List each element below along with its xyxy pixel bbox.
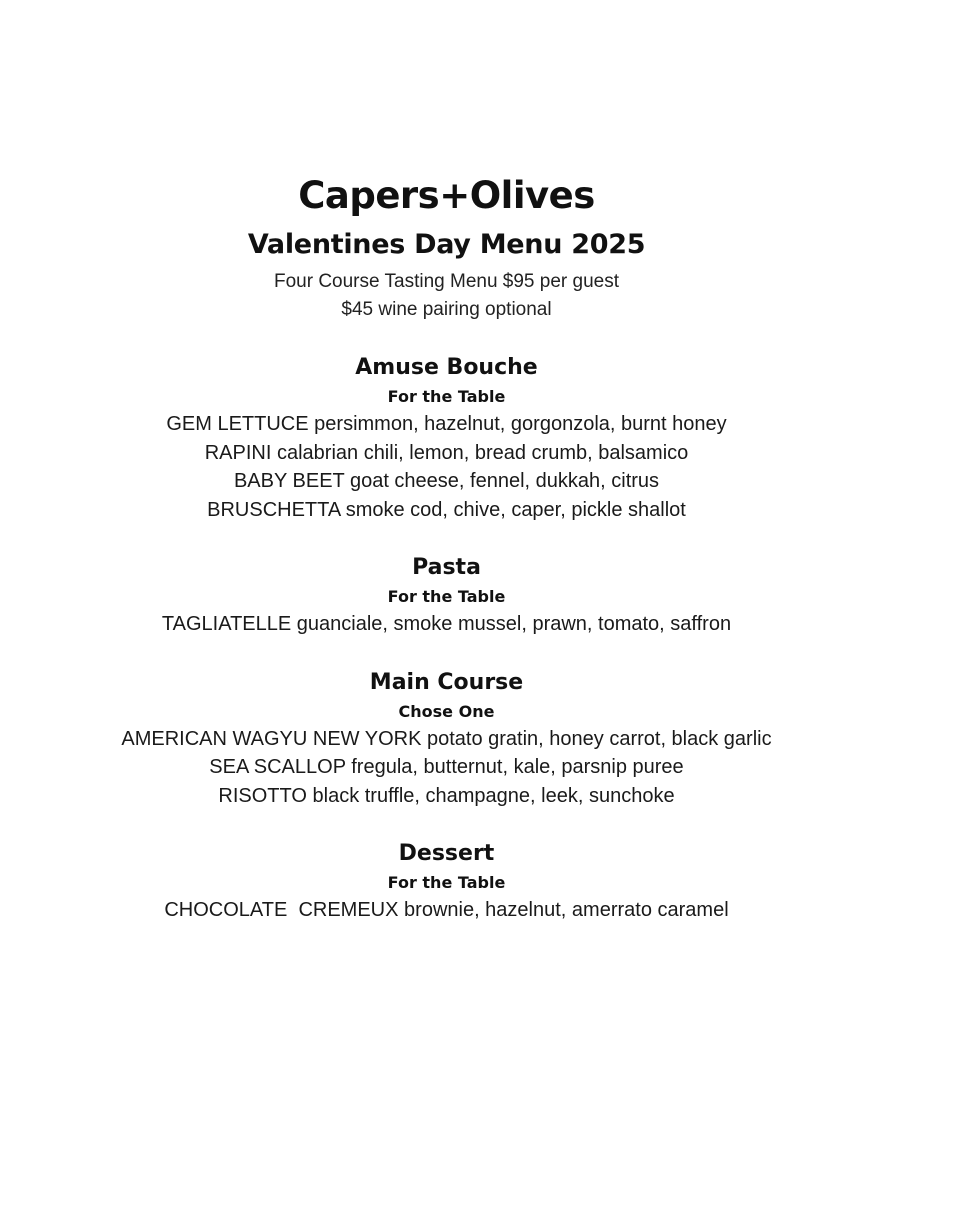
section-subtitle: For the Table: [387, 587, 506, 606]
dish-item: [0, 782, 893, 811]
dish-name: GEM LETTUCE: [166, 413, 309, 435]
dish-description: smoke cod, chive, caper, pickle shallot: [345, 498, 686, 521]
section-title: Amuse Bouche: [355, 355, 538, 380]
section-title: Dessert: [398, 841, 495, 866]
section-amuse-bouche: [0, 352, 893, 524]
dish-name: SEA SCALLOP: [209, 756, 346, 778]
section-subtitle: For the Table: [387, 387, 506, 406]
restaurant-name: Capers+Olives: [298, 174, 595, 217]
dish-item: [0, 725, 893, 754]
dish-description: persimmon, hazelnut, gorgonzola, burnt honey: [314, 413, 727, 435]
section-title: Pasta: [412, 555, 481, 580]
dish-item: [0, 410, 893, 439]
menu-title: Valentines Day Menu 2025: [247, 229, 646, 260]
dish-description: fregula, butternut, kale, parsnip puree: [351, 756, 684, 778]
dish-name: TAGLIATELLE: [161, 613, 292, 635]
dish-item: [0, 496, 893, 525]
dish-description: black truffle, champagne, leek, sunchoke: [312, 784, 675, 807]
dish-name: BABY BEET: [233, 470, 345, 492]
section-dessert: [0, 838, 893, 925]
dish-name: RAPINI: [204, 441, 272, 464]
dish-description: calabrian chili, lemon, bread crumb, balsamico: [276, 441, 689, 464]
dish-item: [0, 439, 893, 468]
section-main-course: [0, 667, 893, 811]
dish-name: RISOTTO: [218, 784, 307, 807]
section-pasta: [0, 552, 893, 639]
section-subtitle: For the Table: [387, 873, 506, 892]
dish-item: [0, 753, 893, 782]
dish-item: [0, 467, 893, 496]
section-title: Main Course: [369, 669, 524, 695]
price-line: Four Course Tasting Menu $95 per guest: [273, 271, 619, 292]
dish-name: BRUSCHETTA: [207, 498, 341, 521]
menu-page: [0, 172, 893, 925]
dish-description: guanciale, smoke mussel, prawn, tomato, saffron: [296, 613, 732, 635]
dish-description: goat cheese, fennel, dukkah, citrus: [349, 470, 660, 492]
dish-description: brownie, hazelnut, amerrato caramel: [404, 899, 729, 921]
dish-item: [0, 610, 893, 639]
dish-name: AMERICAN WAGYU NEW YORK: [121, 727, 422, 750]
wine-pairing-line: $45 wine pairing optional: [341, 299, 552, 320]
section-subtitle: Chose One: [398, 701, 495, 721]
dish-item: [0, 896, 893, 925]
dish-description: potato gratin, honey carrot, black garlic: [426, 727, 772, 750]
dish-name: CHOCOLATE CREMEUX: [164, 899, 399, 921]
